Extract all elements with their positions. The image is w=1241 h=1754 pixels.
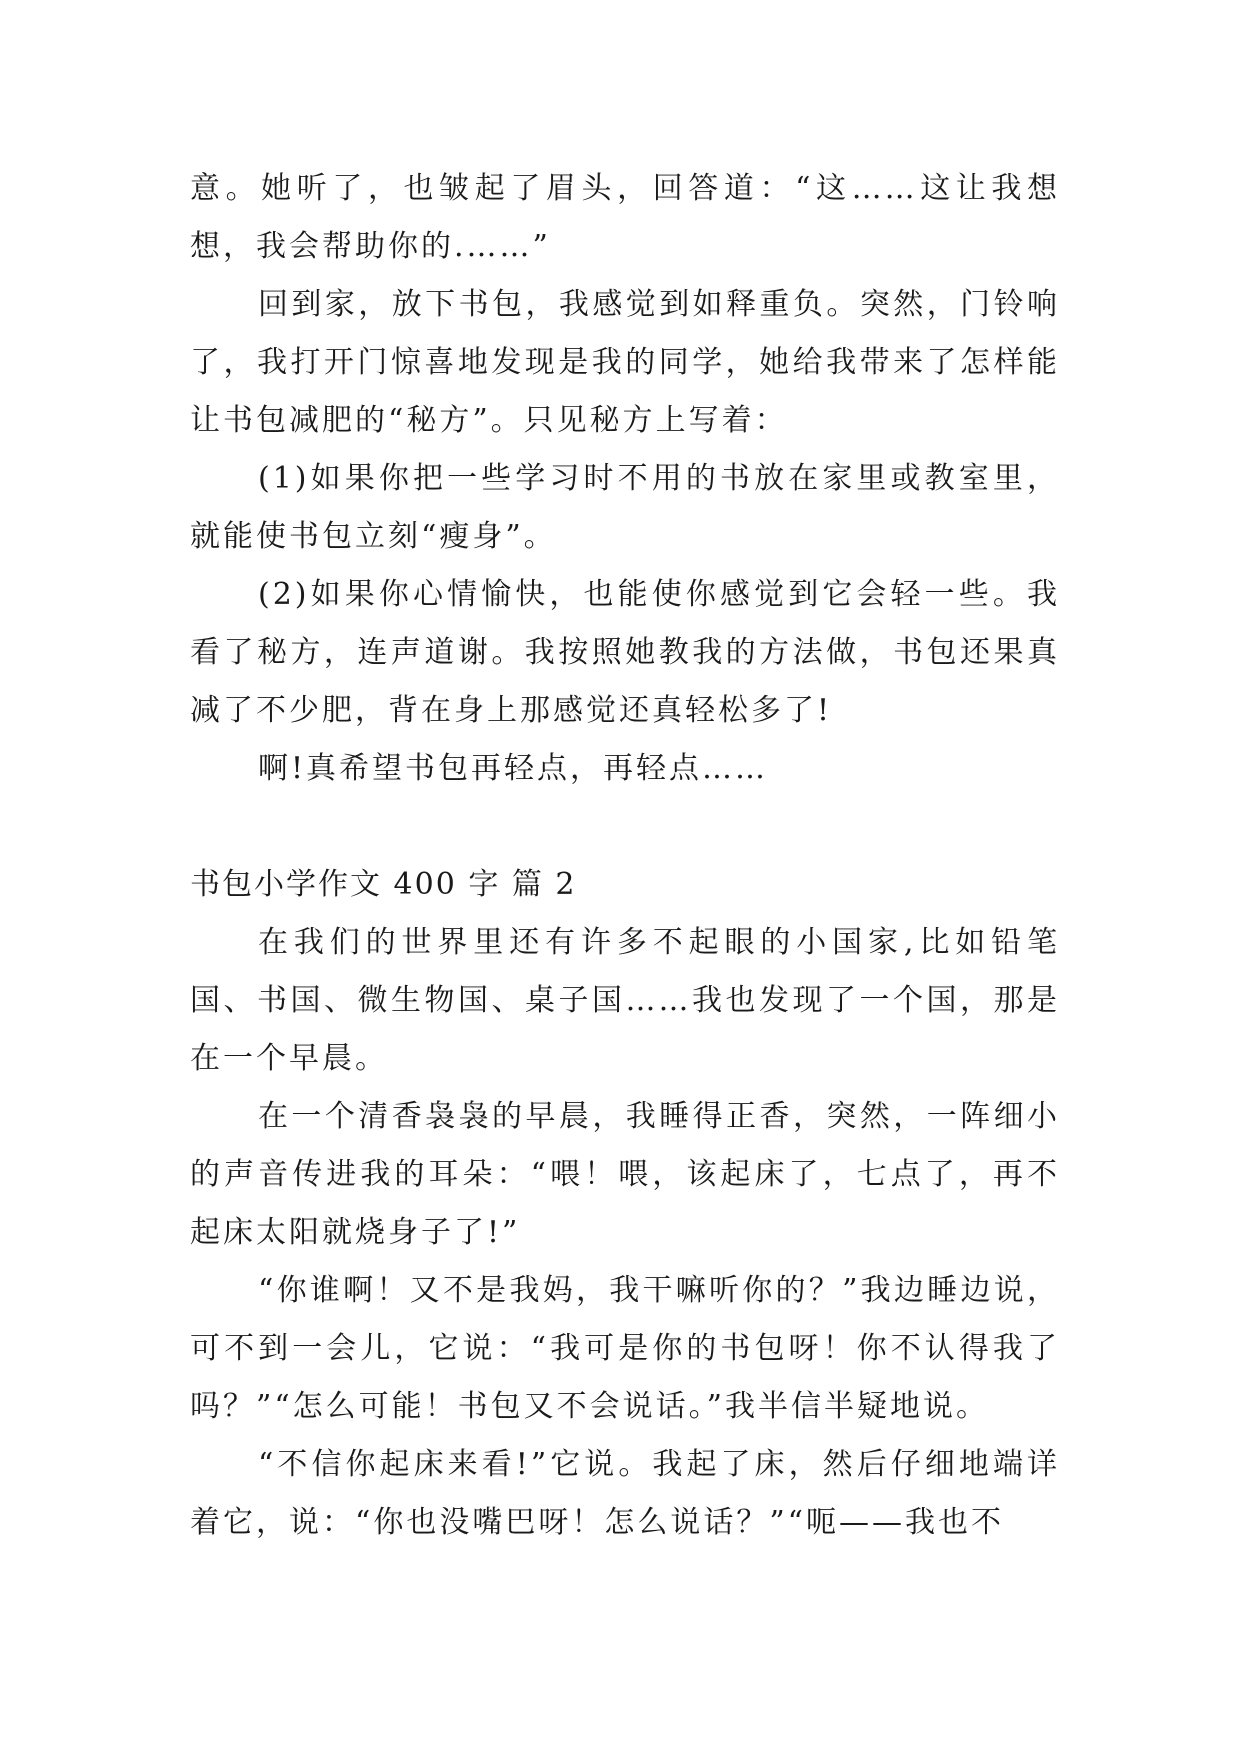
paragraph: 在一个清香袅袅的早晨，我睡得正香，突然，一阵细小的声音传进我的耳朵：“喂！喂，该起床了，七点了，再不起床太阳就烧身子了!” bbox=[190, 1099, 1060, 1250]
paragraph: 回到家，放下书包，我感觉到如释重负。突然，门铃响了，我打开门惊喜地发现是我的同学，她给我带来了怎样能让书包减肥的“秘方”。只见秘方上写着： bbox=[190, 287, 1060, 438]
document-body bbox=[190, 160, 1060, 1552]
section-title: 书包小学作文 400 字 篇 2 bbox=[190, 867, 577, 902]
paragraph: 啊!真希望书包再轻点，再轻点…… bbox=[258, 751, 769, 786]
paragraph-list-item-1: (1)如果你把一些学习时不用的书放在家里或教室里，就能使书包立刻“瘦身”。 bbox=[190, 461, 1060, 554]
paragraph: “你谁啊！又不是我妈，我干嘛听你的？”我边睡边说，可不到一会儿，它说：“我可是你的书包呀！你不认得我了吗？”“怎么可能！书包又不会说话。”我半信半疑地说。 bbox=[190, 1273, 1060, 1424]
paragraph: “不信你起床来看!”它说。我起了床，然后仔细地端详着它，说：“你也没嘴巴呀！怎么说话？”“呃——我也不 bbox=[190, 1447, 1060, 1540]
section-gap bbox=[190, 798, 1060, 856]
paragraph-list-item-2: (2)如果你心情愉快，也能使你感觉到它会轻一些。我看了秘方，连声道谢。我按照她教我的方法做，书包还果真减了不少肥，背在身上那感觉还真轻松多了! bbox=[190, 577, 1060, 728]
paragraph-continued: 意。她听了，也皱起了眉头，回答道：“这……这让我想想，我会帮助你的.……” bbox=[190, 171, 1060, 264]
paragraph: 在我们的世界里还有许多不起眼的小国家,比如铅笔国、书国、微生物国、桌子国……我也发现了一个国，那是在一个早晨。 bbox=[190, 925, 1060, 1076]
